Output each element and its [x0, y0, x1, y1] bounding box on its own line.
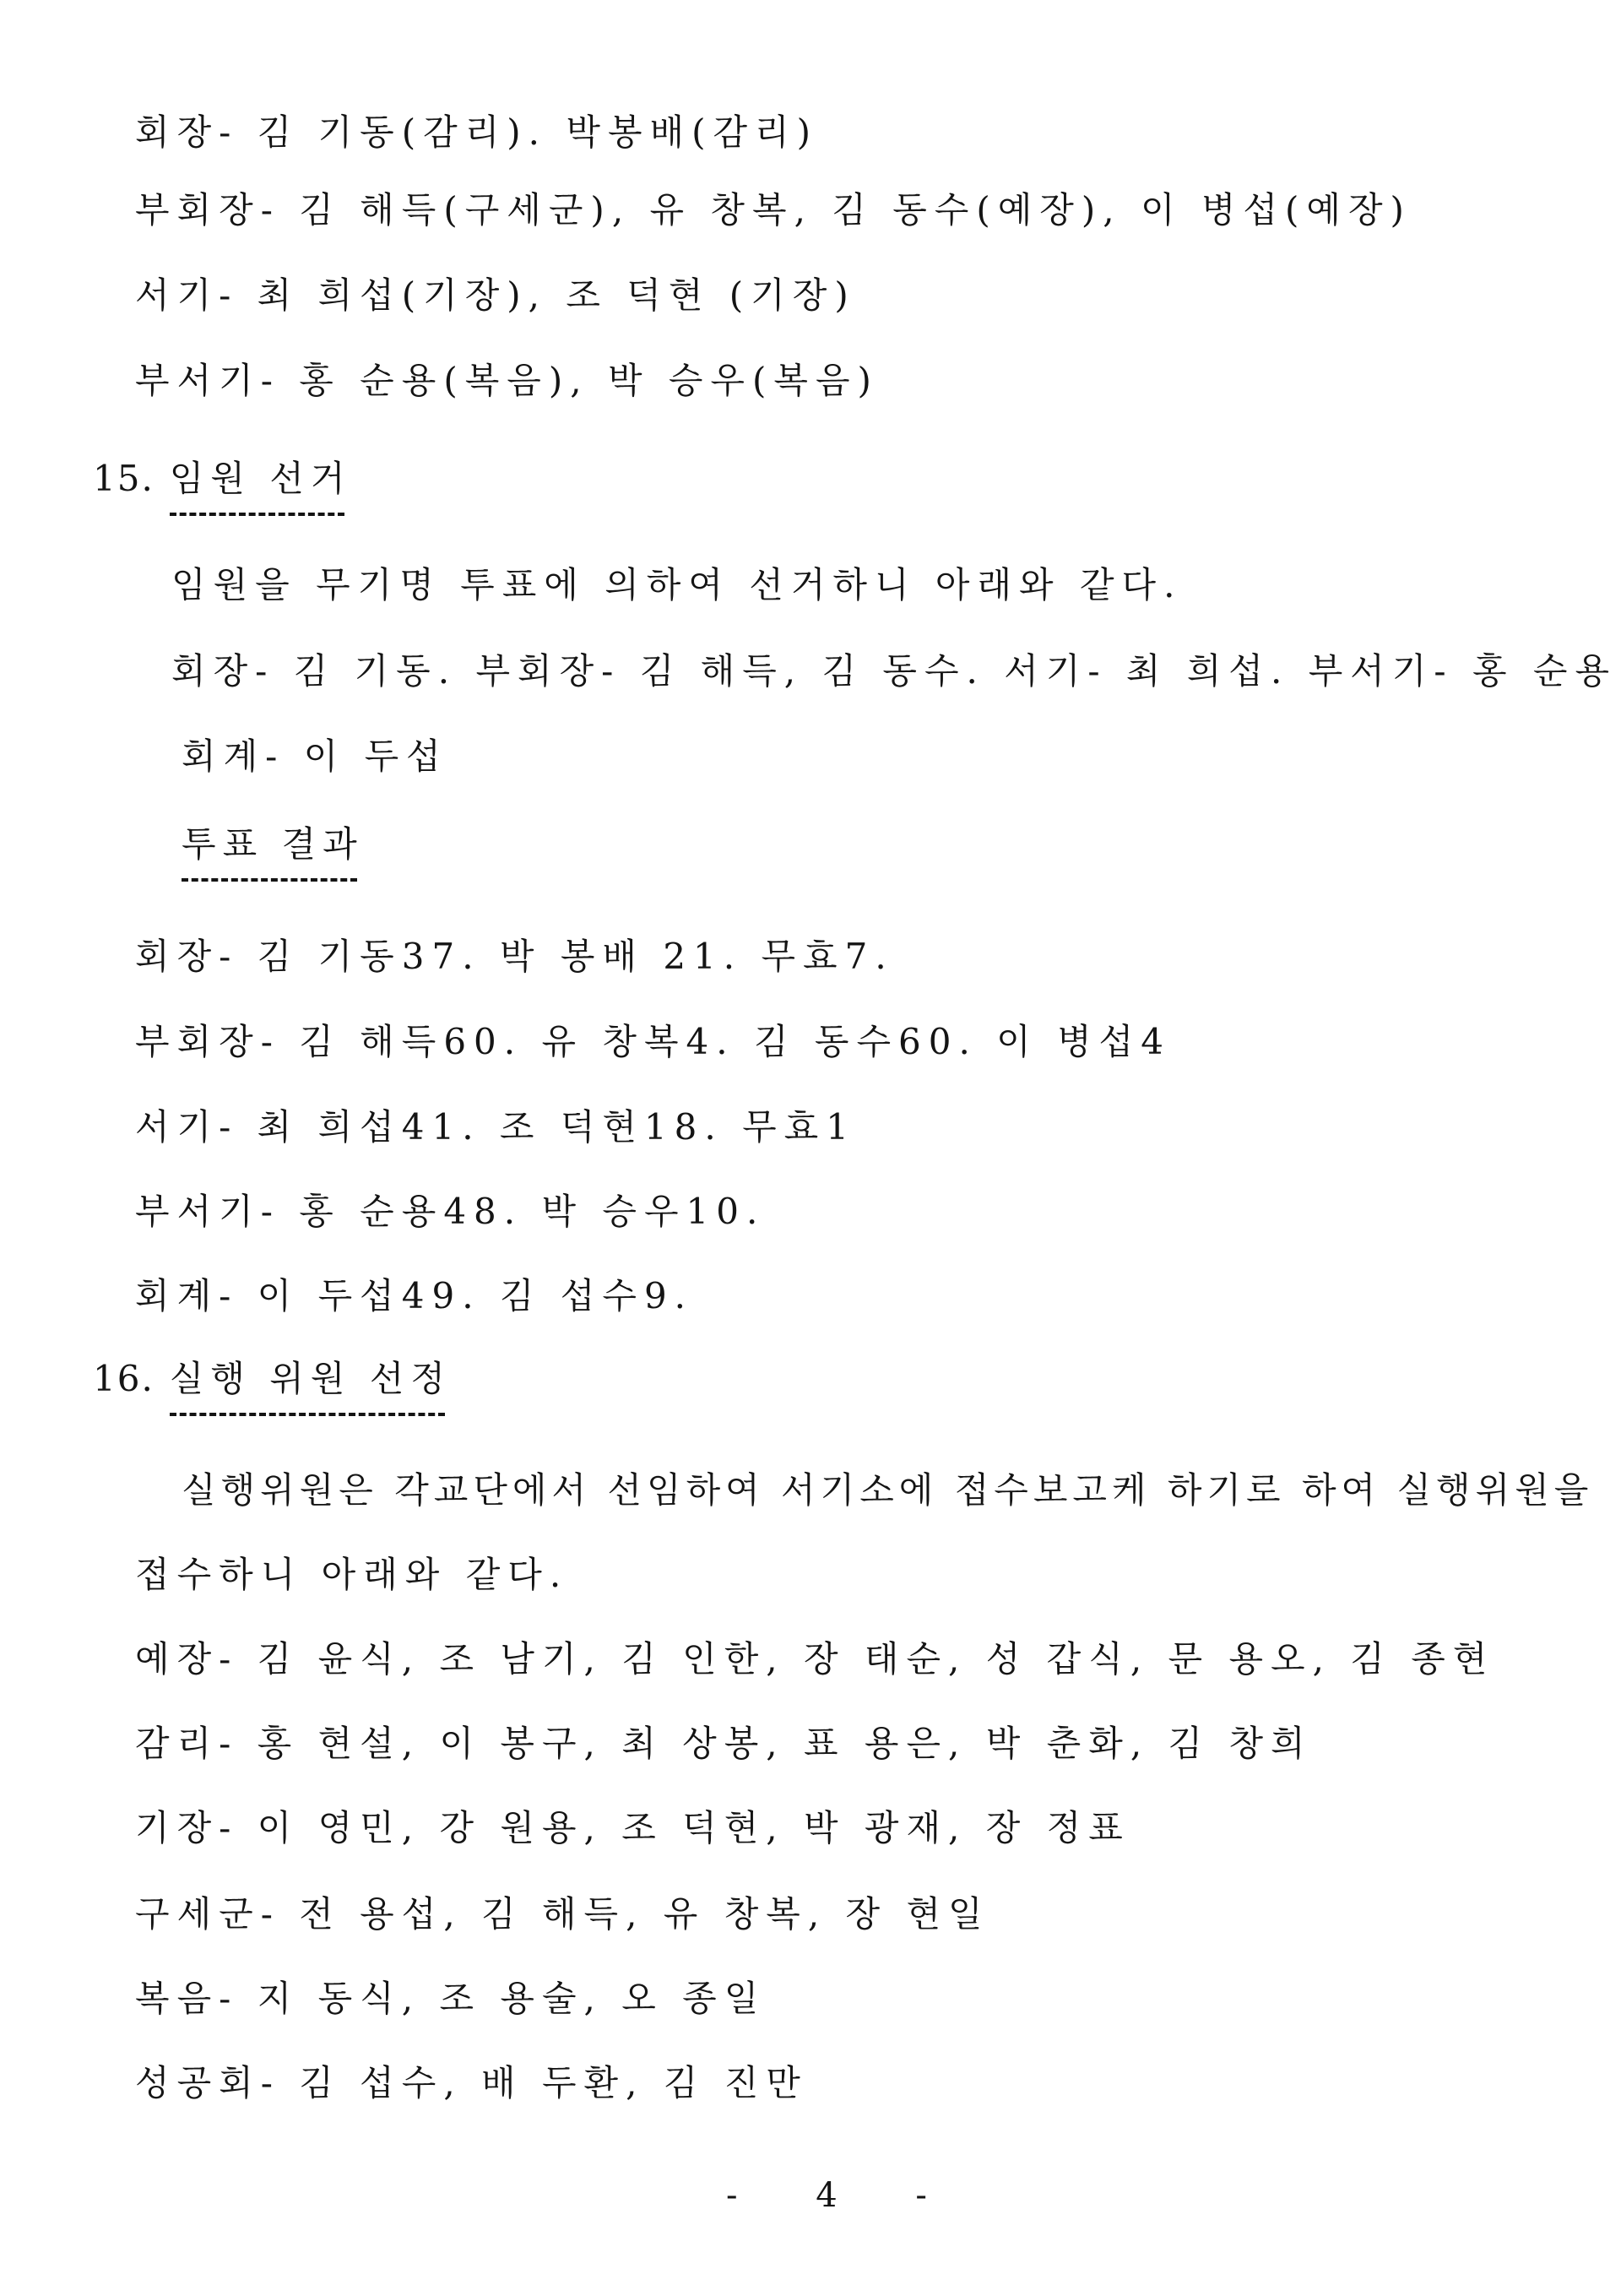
- result-president: 회장- 김 기동37. 박 봉배 21. 무효7.: [135, 936, 894, 977]
- result-treasurer: 회계- 이 두섭49. 김 섭수9.: [135, 1275, 694, 1316]
- candidate-assistant-secretary: 부서기- 홍 순용(복음), 박 승우(복음): [135, 360, 879, 401]
- committee-yejang: 예장- 김 윤식, 조 남기, 김 인한, 장 태순, 성 갑식, 문 용오, 김 종현: [135, 1638, 1495, 1680]
- candidate-vice-president: 부회장- 김 해득(구세군), 유 창복, 김 동수(예장), 이 병섭(예장): [135, 189, 1412, 231]
- results-heading: [182, 819, 364, 870]
- committee-salvation-army: 구세군- 전 용섭, 김 해득, 유 창복, 장 현일: [135, 1893, 990, 1935]
- result-assistant-secretary: 부서기- 홍 순용48. 박 승우10.: [135, 1191, 766, 1232]
- section-16-text-line-1: 실행위원은 각교단에서 선임하여 서기소에 접수보고케 하기로 하여 실행위원을: [182, 1469, 1594, 1511]
- page-number: - 4 -: [726, 2176, 961, 2215]
- section-15-elected-line-1: 회장- 김 기동. 부회장- 김 해득, 김 동수. 서기- 최 희섭. 부서기- 홍 순용: [171, 650, 1618, 692]
- section-15-heading: [93, 453, 351, 504]
- section-15-number: 15.: [93, 458, 155, 499]
- committee-gamri: 감리- 홍 현설, 이 봉구, 최 상봉, 표 용은, 박 춘화, 김 창희: [135, 1723, 1313, 1764]
- section-15-title: 임원 선거: [170, 453, 352, 504]
- section-15-text: 임원을 무기명 투표에 의하여 선거하니 아래와 같다.: [171, 564, 1183, 605]
- section-16-text-line-2: 접수하니 아래와 같다.: [135, 1554, 569, 1595]
- result-secretary: 서기- 최 희섭41. 조 덕현18. 무효1: [135, 1106, 856, 1148]
- result-vice-president: 부회장- 김 해득60. 유 창복4. 김 동수60. 이 병섭4: [135, 1021, 1171, 1062]
- section-16-title: 실행 위원 선정: [170, 1354, 452, 1404]
- section-16-heading: [93, 1354, 452, 1404]
- committee-anglican: 성공회- 김 섭수, 배 두환, 김 진만: [135, 2062, 808, 2103]
- section-15-elected-line-2: 회계- 이 두섭: [182, 735, 448, 777]
- results-heading-label: 투표 결과: [182, 819, 364, 870]
- section-16-number: 16.: [93, 1358, 155, 1399]
- committee-gijang: 기장- 이 영민, 강 원용, 조 덕현, 박 광재, 장 정표: [135, 1807, 1130, 1848]
- candidate-president: 회장- 김 기동(감리). 박봉배(감리): [135, 111, 819, 153]
- candidate-secretary: 서기- 최 희섭(기장), 조 덕현 (기장): [135, 274, 856, 316]
- committee-bogeum: 복음- 지 동식, 조 용술, 오 종일: [135, 1978, 767, 2019]
